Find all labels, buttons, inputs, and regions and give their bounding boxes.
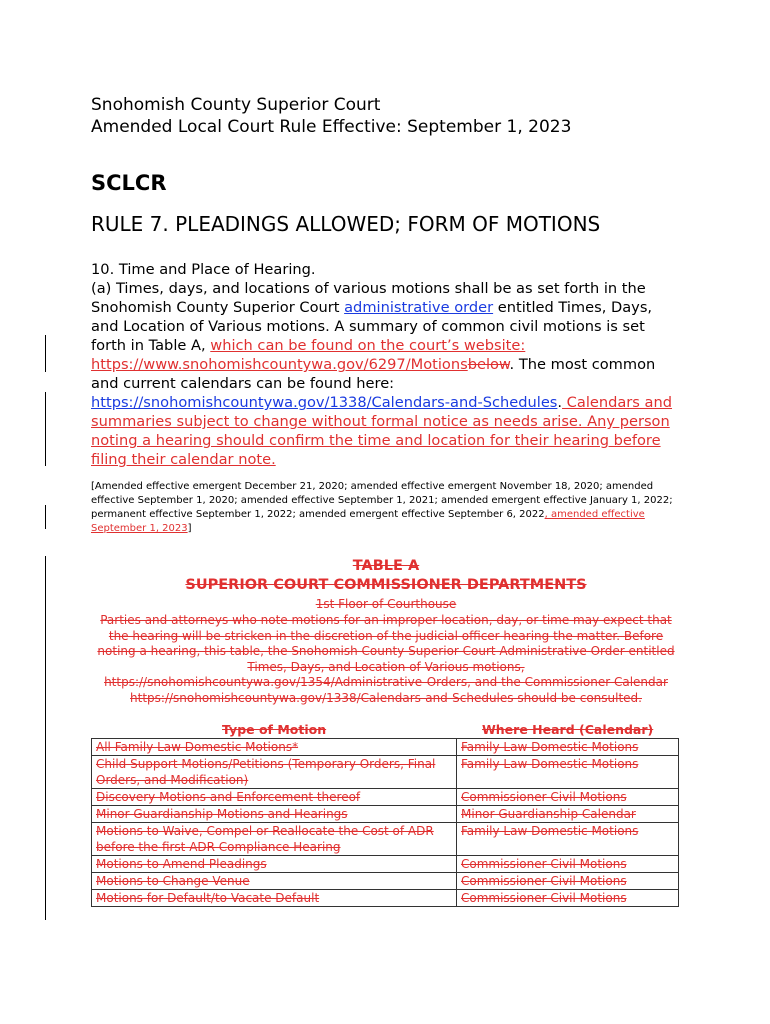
- table-row: [92, 806, 679, 823]
- table-subtitle: SUPERIOR COURT COMMISSIONER DEPARTMENTS: [185, 577, 587, 593]
- table-floor: 1st Floor of Courthouse: [315, 597, 457, 611]
- where-heard-cell: Family Law Domestic Motions: [457, 739, 679, 756]
- calendars-url-link[interactable]: https://snohomishcountywa.gov/1338/Calendars-and-Schedules: [91, 394, 558, 411]
- column-header-where: Where Heard (Calendar): [482, 722, 654, 737]
- amended-date: Amended Local Court Rule Effective: September 1, 2023: [91, 117, 572, 137]
- where-heard-cell: Family Law Domestic Motions: [457, 756, 679, 789]
- where-heard-cell: Commissioner Civil Motions: [457, 873, 679, 890]
- where-heard-cell: Commissioner Civil Motions: [457, 890, 679, 907]
- section-a-text: .: [557, 394, 563, 411]
- section-a-text: . The most common and current calendars can be found here:: [91, 356, 656, 392]
- amendment-history: [91, 480, 681, 536]
- amendment-new-text: , amended effective September 1, 2023: [91, 509, 645, 534]
- struck-below: below: [467, 356, 510, 373]
- where-heard-cell: Commissioner Civil Motions: [457, 789, 679, 806]
- motion-type-cell: Motions to Amend Pleadings: [92, 856, 457, 873]
- amendment-history-text: [Amended effective emergent December 21, 2020; amended effective emergent November 18, 2020; amended effective September 1, 2020; amended effective September 1, 2021; amended emergent effective January 1, 2022; permanent effective September 1, 2022; amended emergent effective September 6, 2022: [91, 481, 673, 520]
- inserted-website-text: which can be found on the court’s website:: [210, 337, 526, 354]
- change-bar: [45, 505, 46, 529]
- change-bar: [45, 335, 46, 372]
- section-a-text: (a) Times, days, and locations of various motions shall be as set forth in the Snohomish County Superior Court: [91, 280, 646, 316]
- motions-table: [91, 738, 679, 907]
- column-header-type: Type of Motion: [222, 722, 327, 737]
- table-row: [92, 873, 679, 890]
- table-title: TABLE A: [352, 558, 420, 574]
- administrative-order-link[interactable]: administrative order: [344, 299, 494, 316]
- motion-type-cell: Discovery Motions and Enforcement thereof: [92, 789, 457, 806]
- motion-type-cell: All Family Law Domestic Motions*: [92, 739, 457, 756]
- where-heard-cell: Family Law Domestic Motions: [457, 823, 679, 856]
- court-name: Snohomish County Superior Court: [91, 95, 381, 115]
- motion-type-cell: Minor Guardianship Motions and Hearings: [92, 806, 457, 823]
- section-a-text: entitled Times, Days, and Location of Various motions. A summary of common civil motions is set forth in Table A,: [91, 299, 653, 354]
- rule-set-title: SCLCR: [91, 171, 167, 195]
- change-bar: [45, 556, 46, 920]
- table-row: [92, 856, 679, 873]
- table-row: [92, 823, 679, 856]
- table-caution-text: Parties and attorneys who note motions for an improper location, day, or time may expect that the hearing will be stricken in the discretion of the judicial officer hearing the matter. Before noting a hearing, this table, the Snohomish County Superior Court Administrative Order entitled Times, Days, and Location of Various motions, https://snohomishcountywa.gov/1354/Administrative-Orders, and the Commissioner Calendar https://snohomishcountywa.gov/1338/Calendars-and-Schedules should be consulted.: [97, 613, 675, 705]
- motion-type-cell: Motions to Change Venue: [92, 873, 457, 890]
- motion-type-cell: Child Support Motions/Petitions (Temporary Orders, Final Orders, and Modification): [92, 756, 457, 789]
- amendment-close-bracket: ]: [187, 523, 192, 534]
- change-bar: [45, 392, 46, 466]
- section-heading: 10. Time and Place of Hearing.: [91, 261, 316, 278]
- rule-title: RULE 7. PLEADINGS ALLOWED; FORM OF MOTIONS: [91, 212, 601, 236]
- inserted-disclaimer: Calendars and summaries subject to change without formal notice as needs arise. Any person noting a hearing should confirm the time and location for their hearing before filing their calendar note.: [91, 394, 673, 468]
- where-heard-cell: Minor Guardianship Calendar: [457, 806, 679, 823]
- where-heard-cell: Commissioner Civil Motions: [457, 856, 679, 873]
- table-row: [92, 789, 679, 806]
- motions-url-link[interactable]: https://www.snohomishcountywa.gov/6297/Motions: [91, 356, 468, 373]
- section-a-paragraph: [91, 279, 681, 469]
- motion-type-cell: Motions for Default/to Vacate Default: [92, 890, 457, 907]
- table-row: [92, 890, 679, 907]
- section-10: [91, 260, 681, 469]
- table-row: [92, 756, 679, 789]
- motion-type-cell: Motions to Waive, Compel or Reallocate the Cost of ADR before the first ADR Compliance Hearing: [92, 823, 457, 856]
- table-row: [92, 739, 679, 756]
